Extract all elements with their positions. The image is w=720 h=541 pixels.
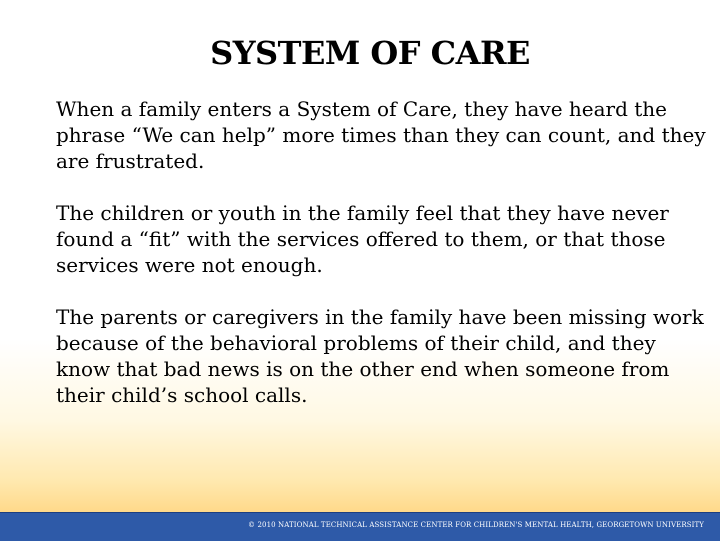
slide-body [56,96,706,434]
paragraph-children-fit: The children or youth in the family feel that they have never found a “fit” with the services offered to them, or that those services were not enough. [56,201,669,277]
paragraph-family-enters: When a family enters a System of Care, they have heard the phrase “We can help” more times than they can count, and they are frustrated. [56,97,706,173]
footer-bar [0,512,720,541]
paragraph-parents-work: The parents or caregivers in the family have been missing work because of the behavioral problems of their child, and they know that bad news is on the other end when someone from their child’s school calls. [56,305,704,407]
copyright-notice: © 2010 NATIONAL TECHNICAL ASSISTANCE CENTER FOR CHILDREN'S MENTAL HEALTH, GEORGETOWN UNIVERSITY [248,521,704,529]
slide-title: SYSTEM OF CARE [210,34,530,72]
